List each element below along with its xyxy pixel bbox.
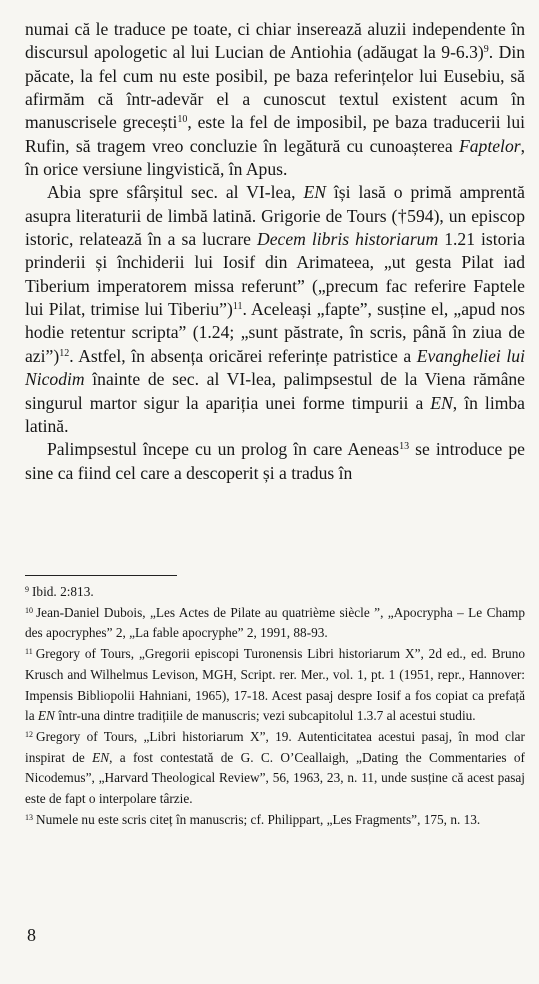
- footnote-text: Gregory of Tours, „Libri historiarum X”, 19. Autenticitatea acestui pasaj, în mod clar inspirat de: [25, 728, 525, 765]
- italic-gospel-title: Evangheliei lui Nicodim: [25, 345, 525, 390]
- footnote-number: 11: [25, 647, 33, 657]
- footnote-number: 13: [25, 812, 33, 822]
- text-run: numai că le traduce pe toate, ci chiar inserează aluzii independente în discursul apologetic al lui Lucian de Antiohia (adăugat la 9-6.3): [25, 19, 525, 63]
- italic-en: EN: [37, 708, 55, 724]
- italic-en: EN: [430, 392, 453, 413]
- text-run: înainte de sec. al VI-lea, palimpsestul de la Viena rămâne singurul martor sigur la apariția unei forme timpurii a: [25, 369, 525, 413]
- footnote-text: Ibid. 2:813.: [32, 584, 94, 599]
- text-run: . Din păcate, la fel cum nu este posibil, pe baza referințelor lui Eusebiu, să afirmăm că într-adevăr el a cunoscut textul existent acum în manuscrisele grecești: [25, 42, 526, 133]
- text-run: 1.21 istoria prinderii și închiderii lui Iosif din Arimateea, „ut gesta Pilat iad Tiberium imperatorem missa referunt” („precum fac referire Faptele lui Pilat, trimise lui Tiberiu”): [25, 229, 526, 320]
- footnotes: [25, 582, 525, 830]
- footnote-text: Gregory of Tours, „Gregorii episcopi Turonensis Libri historiarum X”, 2d ed., ed. Bruno Krusch and Wilhelmus Levison, MGH, Script. rer. Mer., vol. 1, pt. 1 (1951, repr., Hannover: Impensis Bibliopolii Hahniani, 1965), 17-18. Acest pasaj despre Iosif a fos copiat ca prefață la: [25, 646, 525, 724]
- main-text: [25, 18, 525, 485]
- footnote-ref-11: 11: [232, 301, 243, 313]
- footnote-ref-9: 9: [483, 44, 489, 56]
- footnote-text: Jean-Daniel Dubois, „Les Actes de Pilate au quatrième siècle ”, „Apocrypha – Le Champ des apocryphes” 2, „La fable apocryphe” 2, 1991, 88-93.: [25, 604, 525, 641]
- text-run: își lasă o primă amprentă asupra literaturii de limbă latină. Grigorie de Tours (†594), un episcop istoric, relatează în a sa lucrare: [25, 182, 525, 250]
- paragraph-3: [25, 438, 525, 485]
- footnote-text: Numele nu este scris citeț în manuscris; cf. Philippart, „Les Fragments”, 175, n. 13.: [36, 811, 481, 827]
- page-number: 8: [27, 925, 36, 945]
- italic-title-faptelor: Faptelor: [459, 135, 521, 156]
- text-run: se introduce pe sine ca fiind cel care a descoperit și a tradus în: [25, 439, 525, 483]
- text-run: Abia spre sfârșitul sec. al VI-lea,: [47, 182, 304, 203]
- footnote-11: [25, 644, 525, 727]
- text-run: , în orice versiune lingvistică, în Apus.: [25, 135, 525, 180]
- footnote-ref-10: 10: [177, 114, 188, 126]
- footnote-number: 10: [25, 605, 33, 615]
- italic-book-title: Decem libris historiarum: [257, 229, 439, 250]
- paragraph-2: [25, 181, 525, 438]
- footnote-text: într-una dintre tradițiile de manuscris; vezi subcapitolul 1.3.7 al acestui studiu.: [54, 708, 476, 724]
- paragraph-1: [25, 18, 525, 181]
- book-page: [25, 0, 525, 984]
- text-run: Palimpsestul începe cu un prolog în care Aeneas: [47, 439, 400, 460]
- footnote-number: 12: [25, 729, 33, 739]
- text-run: , în limba latină.: [25, 392, 525, 436]
- italic-en: EN: [92, 749, 110, 765]
- footnote-9: [25, 582, 525, 603]
- footnote-number: 9: [25, 585, 29, 594]
- footnote-13: [25, 810, 525, 831]
- italic-en: EN: [303, 182, 326, 203]
- footnote-separator: [25, 575, 177, 576]
- footnote-12: [25, 727, 525, 810]
- text-run: . Aceleași „fapte”, susține el, „apud nos hodie retentur scripta” (1.24; „sunt păstrate, în scris, până în ziua de azi”): [25, 299, 526, 366]
- text-run: . Astfel, în absența oricărei referințe patristice a: [69, 345, 417, 366]
- footnote-text: , a fost contestată de G. C. O’Ceallaigh, „Dating the Commentaries of Nicodemus”, „Harvard Theological Review”, 56, 1963, 23, n. 11, unde susține că acest pasaj este de fapt o interpolare târzie.: [25, 749, 525, 807]
- text-run: , este la fel de imposibil, pe baza traducerii lui Rufin, să tragem vreo concluzie în legătură cu cunoașterea: [25, 112, 526, 156]
- footnote-ref-13: 13: [399, 441, 410, 453]
- footnote-ref-12: 12: [59, 347, 70, 359]
- footnote-10: [25, 603, 525, 644]
